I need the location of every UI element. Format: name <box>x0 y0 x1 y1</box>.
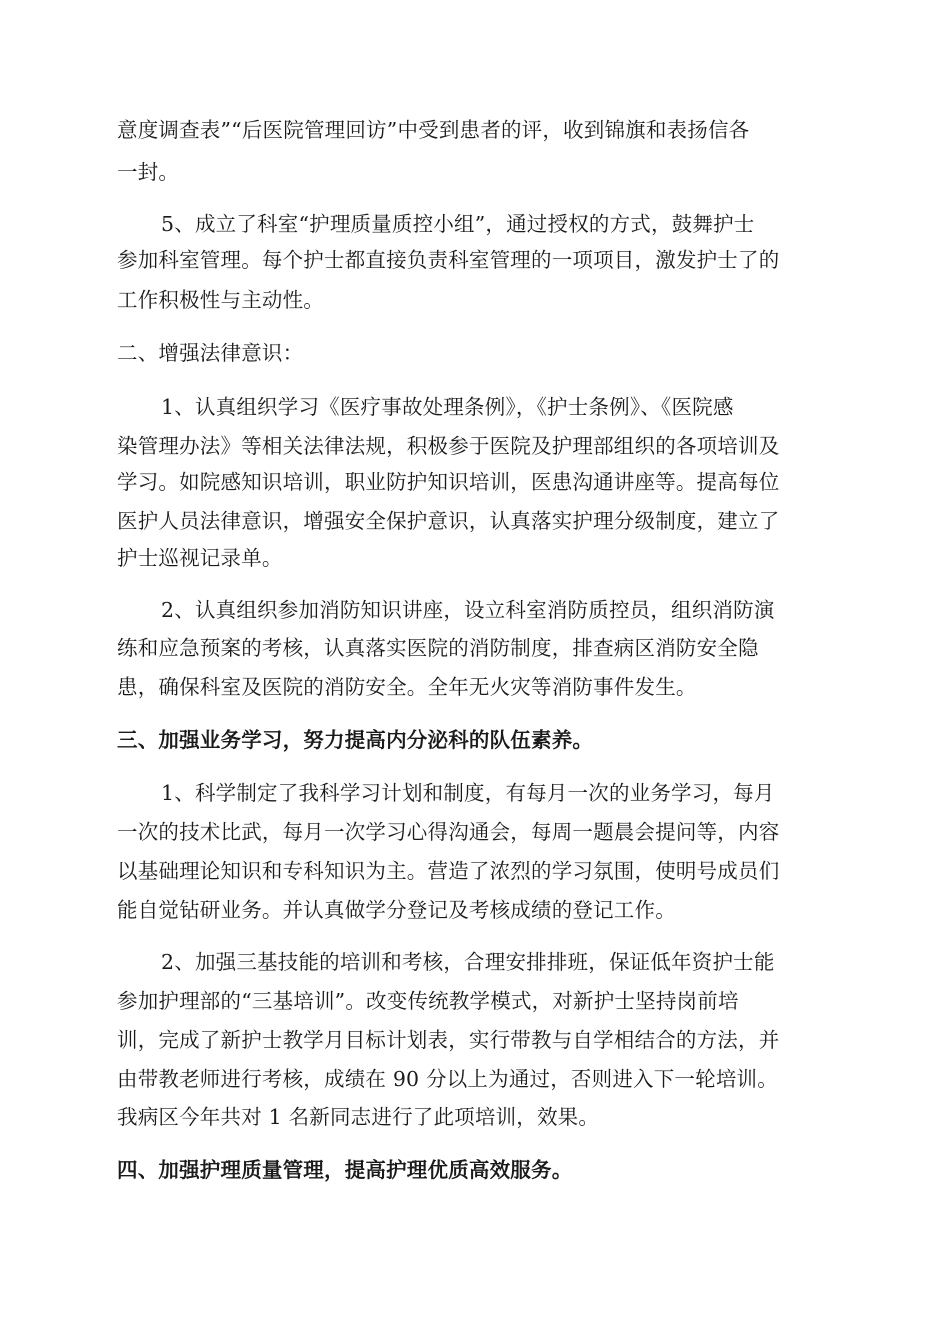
text-line: 练和应急预案的考核，认真落实医院的消防制度，排查病区消防安全隐 <box>117 636 759 660</box>
text-line: 护士巡视记录单。 <box>117 546 283 570</box>
text-line: 一次的技术比武，每月一次学习心得沟通会，每周一题晨会提问等，内容 <box>117 820 780 844</box>
text-line: 学习。如院感知识培训，职业防护知识培训，医患沟通讲座等。提高每位 <box>117 470 780 494</box>
section-heading-3: 三、加强业务学习，努力提高内分泌科的队伍素养。 <box>117 728 594 752</box>
section-heading-2: 二、增强法律意识： <box>117 341 304 365</box>
paragraph-3-1-line: 1、科学制定了我科学习计划和制度，有每月一次的业务学习，每月 <box>161 781 775 805</box>
paragraph-3-2-line: 2、加强三基技能的培训和考核，合理安排排班，保证低年资护士能 <box>161 950 775 974</box>
text-line: 由带教老师进行考核，成绩在 90 分以上为通过，否则进入下一轮培训。 <box>117 1067 778 1091</box>
text-line: 患，确保科室及医院的消防安全。全年无火灾等消防事件发生。 <box>117 675 697 699</box>
text-line: 一封。 <box>117 160 180 184</box>
text-line: 工作积极性与主动性。 <box>117 288 324 312</box>
text-line: 医护人员法律意识，增强安全保护意识，认真落实护理分级制度，建立了 <box>117 509 780 533</box>
text-line: 参加科室管理。每个护士都直接负责科室管理的一项项目，激发护士了的 <box>117 248 780 272</box>
text-line: 意度调查表”“后医院管理回访”中受到患者的评，收到锦旗和表扬信各 <box>117 118 750 142</box>
paragraph-2-2-line: 2、认真组织参加消防知识讲座，设立科室消防质控员，组织消防演 <box>161 598 775 622</box>
text-line: 以基础理论知识和专科知识为主。营造了浓烈的学习氛围，使明号成员们 <box>117 859 780 883</box>
text-line: 参加护理部的“三基培训”。改变传统教学模式，对新护士坚持岗前培 <box>117 989 739 1013</box>
text-line: 训，完成了新护士教学月目标计划表，实行带教与自学相结合的方法，并 <box>117 1028 780 1052</box>
text-line: 我病区今年共对 1 名新同志进行了此项培训，效果。 <box>117 1105 600 1129</box>
section-heading-4: 四、加强护理质量管理，提高护理优质高效服务。 <box>117 1158 573 1182</box>
text-line: 染管理办法》等相关法律法规，积极参于医院及护理部组织的各项培训及 <box>117 434 780 458</box>
text-line: 能自觉钻研业务。并认真做学分登记及考核成绩的登记工作。 <box>117 898 676 922</box>
paragraph-2-1-line: 1、认真组织学习《医疗事故处理条例》，《护士条例》、《医院感 <box>161 395 734 419</box>
paragraph-5-line: 5、成立了科室“护理质量质控小组”，通过授权的方式，鼓舞护士 <box>161 212 755 236</box>
